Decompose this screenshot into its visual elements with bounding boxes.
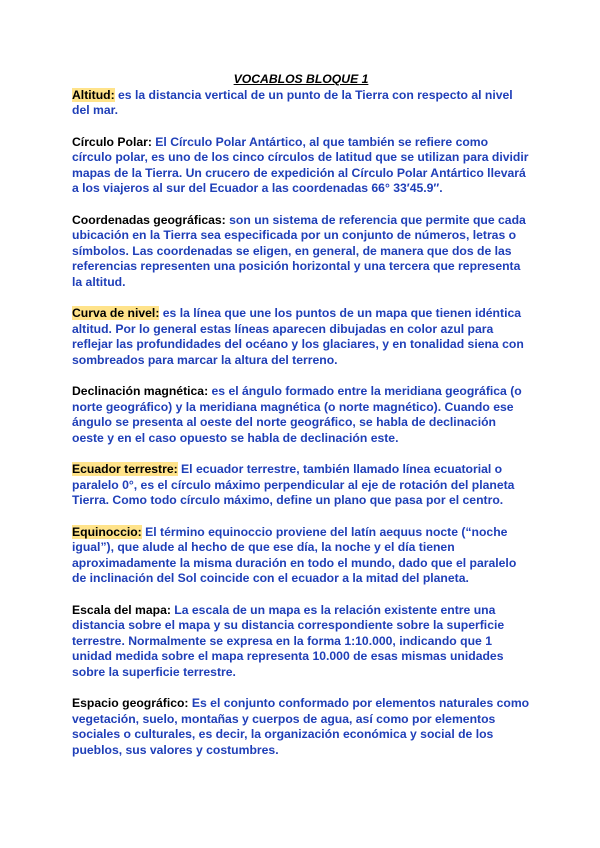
glossary-entry-altitud bbox=[72, 88, 530, 119]
term-definition: El Círculo Polar Antártico, al que también se refiere como círculo polar, es uno de los cinco círculos de latitud que se utilizan para dividir mapas de la Tierra. Un crucero de expedición al Círculo Polar Antártico llevará a los viajeros al sur del Ecuador a las coordenadas 66° 33′45.9″. bbox=[72, 134, 529, 195]
term-definition: Es el conjunto conformado por elementos naturales como vegetación, suelo, montañas y cuerpos de agua, así como por elementos sociales o culturales, es decir, la organización económica y social de los pueblos, sus valores y costumbres. bbox=[72, 696, 530, 757]
term-label: Curva de nivel: bbox=[72, 306, 160, 320]
term-label: Equinoccio: bbox=[72, 524, 142, 539]
glossary-entry-circulo-polar bbox=[72, 135, 530, 197]
term-definition: es la distancia vertical de un punto de la Tierra con respecto al nivel del mar. bbox=[72, 87, 513, 117]
term-definition: La escala de un mapa es la relación existente entre una distancia sobre el mapa y su distancia correspondiente sobre la superficie terrestre. Normalmente se expresa en la forma 1:10.000, indicando que 1 unidad medida sobre el mapa representa 10.000 de esas mismas unidades sobre la superficie terrestre. bbox=[72, 602, 505, 679]
term-label: Escala del mapa: bbox=[72, 602, 171, 617]
glossary-entry-ecuador-terrestre bbox=[72, 462, 530, 509]
term-label: Coordenadas geográficas: bbox=[72, 212, 226, 227]
term-definition: El ecuador terrestre, también llamado línea ecuatorial o paralelo 0°, es el círculo máximo perpendicular al eje de rotación del planeta Tierra. Como todo círculo máximo, define un plano que pasa por el centro. bbox=[72, 462, 515, 507]
glossary-entry-escala-del-mapa bbox=[72, 603, 530, 681]
document-title: VOCABLOS BLOQUE 1 bbox=[233, 72, 369, 86]
term-definition: El término equinoccio proviene del latín aequus nocte (“noche igual”), que alude al hecho de que ese día, la noche y el día tienen aproximadamente la misma duración en todo el mundo, dado que el paralelo de inclinación del Sol coincide con el ecuador a la mitad del planeta. bbox=[72, 524, 517, 585]
term-definition: es la línea que une los puntos de un mapa que tienen idéntica altitud. Por lo general estas líneas aparecen dibujadas en color azul para reflejar las profundidades del océano y los glaciares, y en tonalidad siena con sombreados para marcar la altura del terreno. bbox=[72, 306, 524, 367]
term-label: Ecuador terrestre: bbox=[72, 462, 178, 476]
glossary-entry-declinacion-magnetica bbox=[72, 384, 530, 446]
glossary-entry-curva-de-nivel bbox=[72, 306, 530, 368]
term-label: Declinación magnética: bbox=[72, 384, 209, 398]
term-label: Espacio geográfico: bbox=[72, 696, 189, 710]
document-body bbox=[72, 72, 530, 774]
glossary-entry-coordenadas-geograficas bbox=[72, 213, 530, 291]
glossary-entry-espacio-geografico bbox=[72, 696, 530, 758]
term-definition: son un sistema de referencia que permite que cada ubicación en la Tierra sea especificada por un conjunto de números, letras o símbolos. Las coordenadas se eligen, en general, de manera que dos de las referencias representen una posición horizontal y una tercera que representa la altitud. bbox=[72, 212, 526, 289]
term-label: Círculo Polar: bbox=[72, 134, 152, 149]
term-label: Altitud: bbox=[72, 87, 115, 102]
term-definition: es el ángulo formado entre la meridiana geográfica (o norte geográfico) y la meridiana magnética (o norte magnético). Cuando ese ángulo se presenta al oeste del norte geográfico, se habla de declinación oeste y en el caso opuesto se habla de declinación este. bbox=[72, 384, 522, 445]
glossary-entry-equinoccio bbox=[72, 525, 530, 587]
